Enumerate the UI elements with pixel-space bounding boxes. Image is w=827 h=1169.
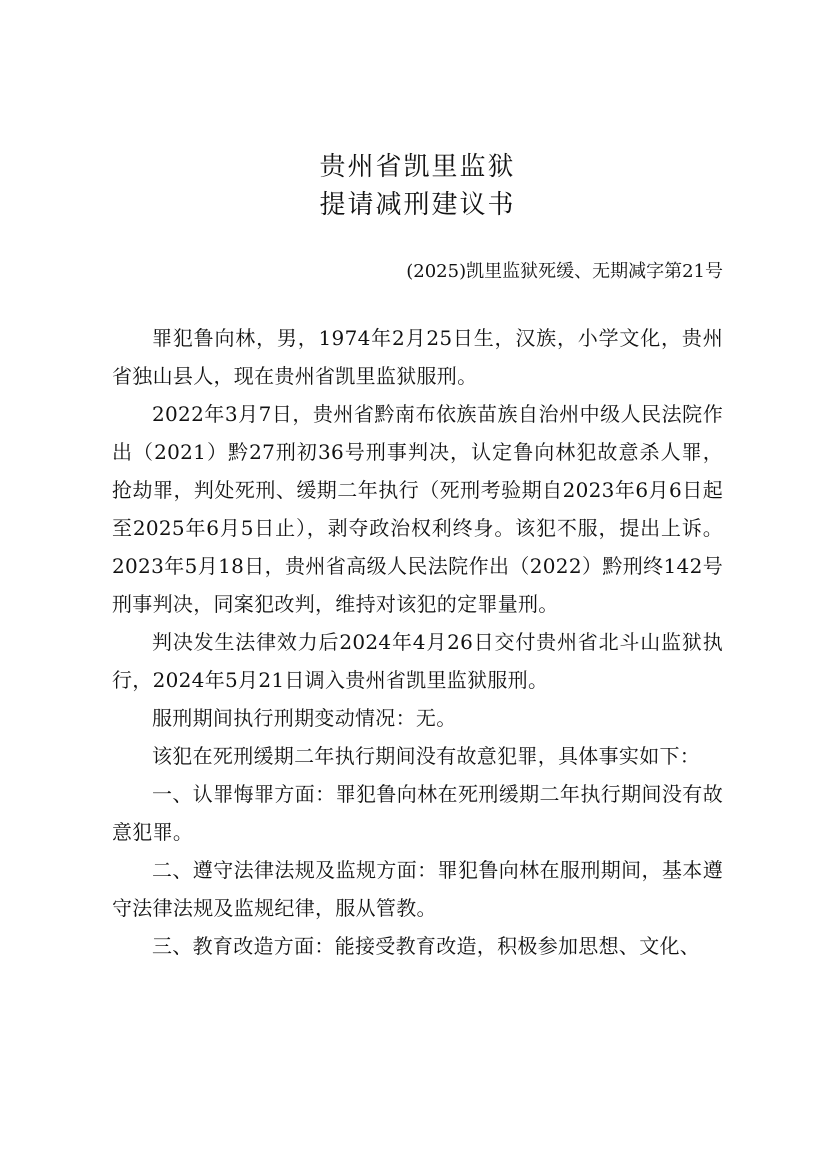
- paragraph-4: 服刑期间执行刑期变动情况：无。: [152, 706, 457, 730]
- paragraph-5: 该犯在死刑缓期二年执行期间没有故意犯罪，具体事实如下：: [152, 744, 701, 768]
- paragraph-3: 判决发生法律效力后2024年4月26日交付贵州省北斗山监狱执行，2024年5月21日调入贵州省凯里监狱服刑。: [112, 630, 723, 692]
- paragraph-1: 罪犯鲁向林，男，1974年2月25日生，汉族，小学文化，贵州省独山县人，现在贵州省凯里监狱服刑。: [112, 326, 723, 388]
- title-line-2: 提请减刑建议书: [319, 190, 516, 220]
- document-body: [112, 319, 723, 965]
- paragraph-6: 一、认罪悔罪方面：罪犯鲁向林在死刑缓期二年执行期间没有故意犯罪。: [112, 782, 723, 844]
- title-line-1: 贵州省凯里监狱: [319, 152, 516, 182]
- paragraph-8: 三、教育改造方面：能接受教育改造，积极参加思想、文化、: [152, 934, 701, 958]
- document-number: (2025)凯里监狱死缓、无期减字第21号: [406, 261, 723, 282]
- document-title: [112, 0, 723, 224]
- paragraph-7: 二、遵守法律法规及监规方面：罪犯鲁向林在服刑期间，基本遵守法律法规及监规纪律，服从管教。: [112, 858, 723, 920]
- paragraph-2: 2022年3月7日，贵州省黔南布依族苗族自治州中级人民法院作出（2021）黔27刑初36号刑事判决，认定鲁向林犯故意杀人罪，抢劫罪，判处死刑、缓期二年执行（死刑考验期自2023年6月6日起至2025年6月5日止），剥夺政治权利终身。该犯不服，提出上诉。2023年5月18日，贵州省高级人民法院作出（2022）黔刑终142号刑事判决，同案犯改判，维持对该犯的定罪量刑。: [112, 402, 723, 616]
